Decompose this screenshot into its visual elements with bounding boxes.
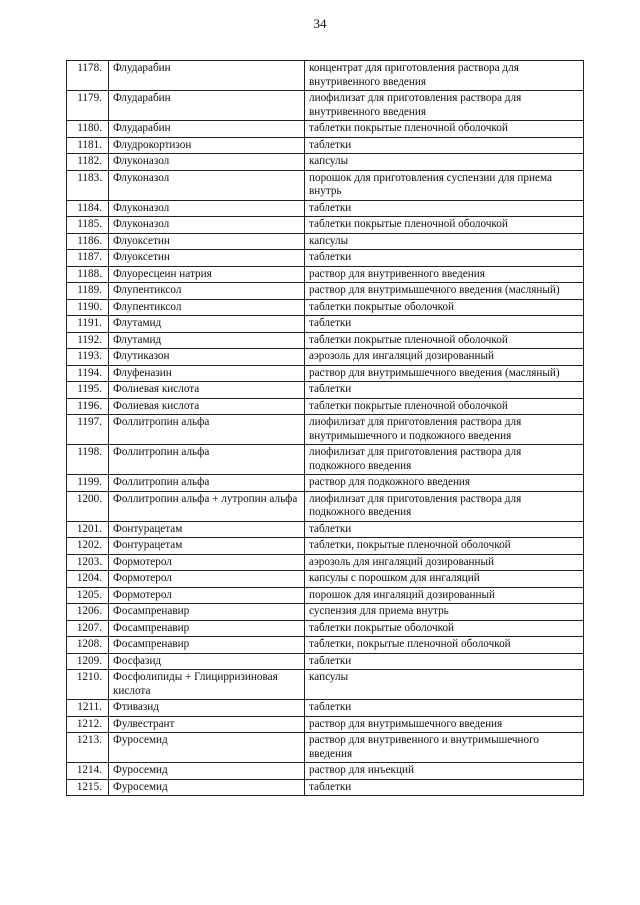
- drug-name-cell: Флуоксетин: [109, 250, 305, 267]
- row-number-cell: 1192.: [67, 332, 109, 349]
- dosage-form-cell: раствор для внутримышечного введения: [305, 716, 584, 733]
- dosage-form-cell: раствор для инъекций: [305, 763, 584, 780]
- dosage-form-cell: таблетки покрытые оболочкой: [305, 620, 584, 637]
- row-number-cell: 1179.: [67, 91, 109, 121]
- dosage-form-cell: порошок для ингаляций дозированный: [305, 587, 584, 604]
- drug-name-cell: Фонтурацетам: [109, 538, 305, 555]
- dosage-form-cell: лиофилизат для приготовления раствора для внутримышечного и подкожного введения: [305, 415, 584, 445]
- drug-name-cell: Флуоресцеин натрия: [109, 266, 305, 283]
- table-row: [67, 170, 584, 200]
- row-number-cell: 1186.: [67, 233, 109, 250]
- dosage-form-cell: таблетки покрытые оболочкой: [305, 299, 584, 316]
- row-number-cell: 1191.: [67, 316, 109, 333]
- drug-name-cell: Формотерол: [109, 554, 305, 571]
- table-row: [67, 299, 584, 316]
- row-number-cell: 1199.: [67, 475, 109, 492]
- table-row: [67, 637, 584, 654]
- row-number-cell: 1182.: [67, 154, 109, 171]
- row-number-cell: 1215.: [67, 779, 109, 796]
- row-number-cell: 1209.: [67, 653, 109, 670]
- drug-name-cell: Фосфазид: [109, 653, 305, 670]
- table-row: [67, 121, 584, 138]
- dosage-form-cell: капсулы с порошком для ингаляций: [305, 571, 584, 588]
- table-row: [67, 233, 584, 250]
- table-row: [67, 398, 584, 415]
- table-row: [67, 61, 584, 91]
- dosage-form-cell: таблетки покрытые пленочной оболочкой: [305, 121, 584, 138]
- table-row: [67, 733, 584, 763]
- drug-name-cell: Фосампренавир: [109, 637, 305, 654]
- drug-name-cell: Флуконазол: [109, 217, 305, 234]
- dosage-form-cell: аэрозоль для ингаляций дозированный: [305, 349, 584, 366]
- row-number-cell: 1190.: [67, 299, 109, 316]
- drug-name-cell: Флуконазол: [109, 170, 305, 200]
- table-row: [67, 716, 584, 733]
- row-number-cell: 1202.: [67, 538, 109, 555]
- drug-name-cell: Фосампренавир: [109, 604, 305, 621]
- table-row: [67, 554, 584, 571]
- row-number-cell: 1195.: [67, 382, 109, 399]
- drug-name-cell: Флударабин: [109, 61, 305, 91]
- dosage-form-cell: концентрат для приготовления раствора для внутривенного введения: [305, 61, 584, 91]
- row-number-cell: 1214.: [67, 763, 109, 780]
- table-body: [67, 61, 584, 796]
- row-number-cell: 1189.: [67, 283, 109, 300]
- row-number-cell: 1178.: [67, 61, 109, 91]
- row-number-cell: 1203.: [67, 554, 109, 571]
- table-row: [67, 538, 584, 555]
- dosage-form-cell: лиофилизат для приготовления раствора для внутривенного введения: [305, 91, 584, 121]
- table-row: [67, 137, 584, 154]
- drug-name-cell: Фоллитропин альфа: [109, 475, 305, 492]
- dosage-form-cell: лиофилизат для приготовления раствора для подкожного введения: [305, 445, 584, 475]
- row-number-cell: 1204.: [67, 571, 109, 588]
- dosage-form-cell: таблетки покрытые пленочной оболочкой: [305, 332, 584, 349]
- dosage-form-cell: раствор для подкожного введения: [305, 475, 584, 492]
- dosage-form-cell: таблетки покрытые пленочной оболочкой: [305, 398, 584, 415]
- drug-name-cell: Формотерол: [109, 587, 305, 604]
- row-number-cell: 1200.: [67, 491, 109, 521]
- row-number-cell: 1193.: [67, 349, 109, 366]
- dosage-form-cell: таблетки: [305, 382, 584, 399]
- row-number-cell: 1205.: [67, 587, 109, 604]
- dosage-form-cell: таблетки: [305, 653, 584, 670]
- drug-table: [66, 60, 584, 796]
- dosage-form-cell: таблетки: [305, 700, 584, 717]
- table-row: [67, 332, 584, 349]
- table-row: [67, 154, 584, 171]
- row-number-cell: 1213.: [67, 733, 109, 763]
- row-number-cell: 1212.: [67, 716, 109, 733]
- dosage-form-cell: раствор для внутривенного и внутримышечного введения: [305, 733, 584, 763]
- table-row: [67, 415, 584, 445]
- drug-name-cell: Фуросемид: [109, 779, 305, 796]
- table-row: [67, 250, 584, 267]
- table-row: [67, 521, 584, 538]
- drug-name-cell: Фонтурацетам: [109, 521, 305, 538]
- row-number-cell: 1201.: [67, 521, 109, 538]
- table-row: [67, 200, 584, 217]
- row-number-cell: 1187.: [67, 250, 109, 267]
- drug-name-cell: Фуросемид: [109, 733, 305, 763]
- table-row: [67, 604, 584, 621]
- table-row: [67, 587, 584, 604]
- dosage-form-cell: лиофилизат для приготовления раствора для подкожного введения: [305, 491, 584, 521]
- drug-name-cell: Флупентиксол: [109, 299, 305, 316]
- drug-name-cell: Фуросемид: [109, 763, 305, 780]
- drug-name-cell: Флуфеназин: [109, 365, 305, 382]
- dosage-form-cell: таблетки, покрытые пленочной оболочкой: [305, 538, 584, 555]
- row-number-cell: 1211.: [67, 700, 109, 717]
- row-number-cell: 1180.: [67, 121, 109, 138]
- dosage-form-cell: таблетки покрытые пленочной оболочкой: [305, 217, 584, 234]
- dosage-form-cell: капсулы: [305, 233, 584, 250]
- row-number-cell: 1207.: [67, 620, 109, 637]
- drug-name-cell: Флудрокортизон: [109, 137, 305, 154]
- dosage-form-cell: капсулы: [305, 670, 584, 700]
- dosage-form-cell: раствор для внутримышечного введения (масляный): [305, 365, 584, 382]
- table-row: [67, 475, 584, 492]
- page-number: 34: [313, 16, 327, 31]
- dosage-form-cell: таблетки: [305, 250, 584, 267]
- dosage-form-cell: раствор для внутримышечного введения (масляный): [305, 283, 584, 300]
- dosage-form-cell: таблетки: [305, 200, 584, 217]
- row-number-cell: 1208.: [67, 637, 109, 654]
- row-number-cell: 1198.: [67, 445, 109, 475]
- table-row: [67, 653, 584, 670]
- row-number-cell: 1206.: [67, 604, 109, 621]
- table-row: [67, 620, 584, 637]
- table-row: [67, 365, 584, 382]
- dosage-form-cell: таблетки: [305, 137, 584, 154]
- table-row: [67, 763, 584, 780]
- drug-name-cell: Фулвестрант: [109, 716, 305, 733]
- drug-name-cell: Флуоксетин: [109, 233, 305, 250]
- table-row: [67, 670, 584, 700]
- drug-name-cell: Флутиказон: [109, 349, 305, 366]
- row-number-cell: 1181.: [67, 137, 109, 154]
- dosage-form-cell: таблетки, покрытые пленочной оболочкой: [305, 637, 584, 654]
- dosage-form-cell: таблетки: [305, 779, 584, 796]
- drug-name-cell: Фолиевая кислота: [109, 398, 305, 415]
- table-row: [67, 266, 584, 283]
- drug-name-cell: Фоллитропин альфа + лутропин альфа: [109, 491, 305, 521]
- drug-name-cell: Фосампренавир: [109, 620, 305, 637]
- row-number-cell: 1183.: [67, 170, 109, 200]
- dosage-form-cell: порошок для приготовления суспензии для приема внутрь: [305, 170, 584, 200]
- table-row: [67, 283, 584, 300]
- row-number-cell: 1185.: [67, 217, 109, 234]
- drug-name-cell: Флударабин: [109, 91, 305, 121]
- table-row: [67, 382, 584, 399]
- drug-name-cell: Фолиевая кислота: [109, 382, 305, 399]
- drug-name-cell: Флуконазол: [109, 154, 305, 171]
- table-row: [67, 571, 584, 588]
- drug-name-cell: Флупентиксол: [109, 283, 305, 300]
- drug-name-cell: Фоллитропин альфа: [109, 445, 305, 475]
- drug-name-cell: Флуконазол: [109, 200, 305, 217]
- row-number-cell: 1184.: [67, 200, 109, 217]
- drug-name-cell: Флударабин: [109, 121, 305, 138]
- table-row: [67, 316, 584, 333]
- table-row: [67, 700, 584, 717]
- dosage-form-cell: суспензия для приема внутрь: [305, 604, 584, 621]
- dosage-form-cell: таблетки: [305, 316, 584, 333]
- table-row: [67, 491, 584, 521]
- drug-name-cell: Формотерол: [109, 571, 305, 588]
- row-number-cell: 1197.: [67, 415, 109, 445]
- row-number-cell: 1196.: [67, 398, 109, 415]
- row-number-cell: 1188.: [67, 266, 109, 283]
- drug-name-cell: Фосфолипиды + Глицирризиновая кислота: [109, 670, 305, 700]
- table-row: [67, 91, 584, 121]
- drug-name-cell: Флутамид: [109, 316, 305, 333]
- table-row: [67, 349, 584, 366]
- row-number-cell: 1194.: [67, 365, 109, 382]
- dosage-form-cell: капсулы: [305, 154, 584, 171]
- table-row: [67, 779, 584, 796]
- drug-name-cell: Флутамид: [109, 332, 305, 349]
- table-row: [67, 217, 584, 234]
- drug-name-cell: Фтивазид: [109, 700, 305, 717]
- table-row: [67, 445, 584, 475]
- dosage-form-cell: аэрозоль для ингаляций дозированный: [305, 554, 584, 571]
- row-number-cell: 1210.: [67, 670, 109, 700]
- dosage-form-cell: раствор для внутривенного введения: [305, 266, 584, 283]
- dosage-form-cell: таблетки: [305, 521, 584, 538]
- drug-name-cell: Фоллитропин альфа: [109, 415, 305, 445]
